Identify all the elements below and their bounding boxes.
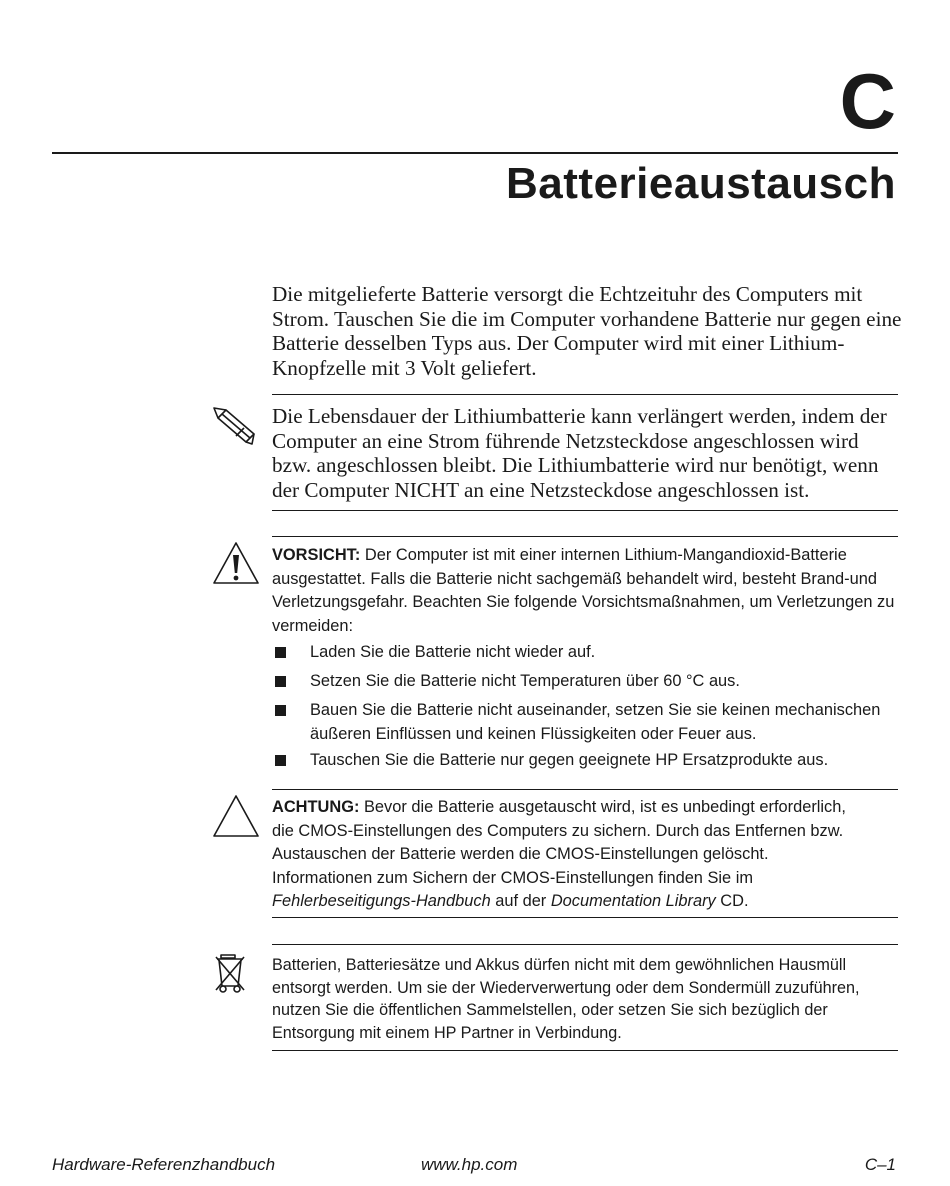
- list-item: [272, 749, 900, 773]
- note-text: Die Lebensdauer der Lithiumbatterie kann verlängert werden, indem der Computer an eine Strom führende Netzsteckdose angeschlossen wird bzw. angeschlossen bleibt. Die Lithiumbatterie wird nur benötigt, wenn der Computer NICHT an eine Netzsteckdose angeschlossen ist.: [272, 404, 887, 502]
- page-footer: [52, 1155, 898, 1179]
- bullet-text: Tauschen Sie die Batterie nur gegen geeignete HP Ersatzprodukte aus.: [310, 751, 829, 769]
- intro-paragraph: Die mitgelieferte Batterie versorgt die Echtzeituhr des Computers mit Strom. Tauschen Sie die im Computer vorhandene Batterie nur gegen eine Batterie desselben Typs aus. Der Computer wird mit einer Lithium-Knopfzelle mit 3 Volt geliefert.: [272, 282, 902, 380]
- bullet-text: Bauen Sie die Batterie nicht auseinander, setzen Sie sie keinen mechanischen äußeren Einflüssen und keinen Flüssigkeiten oder Feuer aus.: [310, 701, 881, 743]
- crossed-out-bin-icon: [214, 952, 246, 994]
- exclamation-triangle-icon: [212, 541, 260, 585]
- bullet-square: [275, 647, 286, 658]
- environment-text: Batterien, Batteriesätze und Akkus dürfen nicht mit dem gewöhnlichen Hausmüll entsorgt werden. Um sie der Wiederverwertung oder dem Sondermüll zuzuführen, nutzen Sie die öffentlichen Sammelstellen, oder setzen Sie sich bezüglich der Entsorgung mit einem HP Partner in Verbindung.: [272, 956, 860, 1042]
- chapter-letter: C: [839, 57, 896, 145]
- warning-top-rule: [272, 536, 898, 537]
- note-top-rule: [272, 394, 898, 395]
- environment-top-rule: [272, 944, 898, 945]
- bullet-text: Setzen Sie die Batterie nicht Temperaturen über 60 °C aus.: [310, 672, 740, 690]
- caution-ref-library: Documentation Library: [550, 892, 716, 911]
- caution-body: Bevor die Batterie ausgetauscht wird, ist es unbedingt erforderlich, die CMOS-Einstellungen des Computers zu sichern. Durch das Entfernen bzw. Austauschen der Batterie werden die CMOS-Einstellungen gelöscht. Informationen zum Sichern der CMOS-Einstellungen finden Sie im: [272, 798, 846, 887]
- warning-label: VORSICHT:: [272, 546, 361, 564]
- caution-label: ACHTUNG:: [272, 798, 360, 816]
- footer-page-number: C–1: [864, 1155, 896, 1174]
- caution-bottom-rule: [272, 917, 898, 918]
- warning-text: [272, 544, 900, 638]
- bullet-square: [275, 676, 286, 687]
- caution-top-rule: [272, 789, 898, 790]
- chapter-rule: [52, 152, 898, 154]
- note-bottom-rule: [272, 510, 898, 511]
- caution-triangle-icon: [212, 794, 260, 838]
- warning-body: Der Computer ist mit einer internen Lithium-Mangandioxid-Batterie ausgestattet. Falls die Batterie nicht sachgemäß behandelt wird, besteht Brand-und Verletzungsgefahr. Beachten Sie folgende Vorsichtsmaßnahmen, um Verletzungen zu vermeiden:: [272, 546, 895, 635]
- bullet-square: [275, 755, 286, 766]
- caution-text: [272, 796, 872, 914]
- environment-bottom-rule: [272, 1050, 898, 1051]
- list-item: [272, 641, 900, 665]
- bullet-square: [275, 705, 286, 716]
- caution-ref-handbook: Fehlerbeseitigungs-Handbuch: [272, 892, 491, 911]
- list-item: [272, 699, 900, 747]
- pencil-note-icon: [212, 404, 258, 446]
- list-item: [272, 670, 900, 694]
- chapter-title: Batterieaustausch: [506, 159, 896, 208]
- caution-body-3: CD.: [715, 892, 749, 911]
- footer-manual-title: Hardware-Referenzhandbuch: [52, 1155, 276, 1174]
- footer-website: www.hp.com: [421, 1155, 518, 1174]
- bullet-text: Laden Sie die Batterie nicht wieder auf.: [310, 643, 596, 661]
- caution-body-2: auf der: [490, 892, 551, 911]
